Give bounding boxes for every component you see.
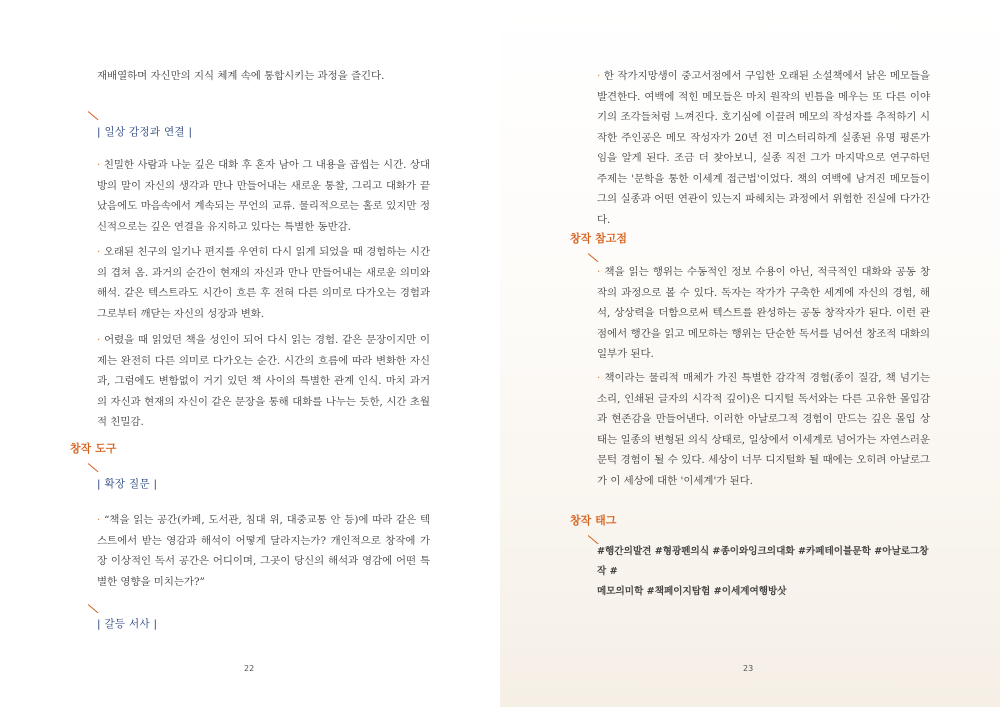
right-page — [500, 0, 1000, 707]
slash-marker-icon — [588, 531, 598, 541]
question-text: “책을 읽는 공간(카페, 도서관, 침대 위, 대중교통 안 등)에 따라 같은 텍스트에서 받는 영감과 해석이 어떻게 달라지는가? 개인적으로 창작에 가장 이상적인 독서 공간은 어디이며, 그곳이 당신의 해석과 영감에 어떤 특별한 영향을 미치는가?” — [97, 514, 430, 588]
bullet-icon: · — [597, 266, 601, 278]
question-item — [97, 510, 430, 592]
slash-marker-icon — [88, 600, 98, 610]
tag-line-1: #행간의발견 #형광펜의식 #종이와잉크의대화 #카페테이블문학 #아날로그창작 # — [597, 546, 929, 577]
slash-marker-icon — [88, 459, 98, 469]
bullet-icon: · — [97, 334, 101, 346]
daily-item-2 — [97, 242, 430, 324]
section-tools-title: 창작 도구 — [70, 442, 117, 455]
bullet-icon: · — [97, 514, 101, 526]
slash-marker-icon — [588, 249, 598, 259]
tag-line-2: 메모의미학 #책페이지탐험 #이세계여행방삿 — [597, 586, 787, 597]
conflict-item — [597, 66, 930, 230]
bullet-icon: · — [97, 246, 101, 258]
daily-item-text: 친밀한 사람과 나눈 깊은 대화 후 혼자 남아 그 내용을 곱씹는 시간. 상대방의 말이 자신의 생각과 만나 만들어내는 새로운 통찰, 그리고 대화가 끝났음에도 마음속에서 계속되는 무언의 교류. 물리적으로는 홀로 있지만 정신적으로는 깊은 연결을 유지하고 있다는 특별한 동반감. — [97, 159, 430, 233]
bullet-icon: · — [97, 159, 101, 171]
bullet-icon: · — [597, 372, 601, 384]
daily-item-1 — [97, 155, 430, 237]
subsection-conflict-heading: | 갈등 서사 | — [97, 618, 158, 630]
subsection-daily-heading: | 일상 감정과 연결 | — [97, 126, 193, 138]
daily-item-text: 오래된 친구의 일기나 편지를 우연히 다시 읽게 되었을 때 경험하는 시간의 겹쳐 옴. 과거의 순간이 현재의 자신과 만나 만들어내는 새로운 의미와 해석. 같은 텍스트라도 시간이 흐른 후 전혀 다른 의미로 다가오는 경험과 그로부터 깨닫는 자신의 성장과 변화. — [97, 246, 430, 320]
daily-item-3 — [97, 330, 430, 433]
section-tags-title: 창작 태그 — [570, 514, 617, 527]
slash-marker-icon — [88, 107, 98, 117]
page-number: 22 — [244, 664, 255, 673]
reference-text: 책이라는 물리적 매체가 가진 특별한 감각적 경험(종이 질감, 책 넘기는 소리, 인쇄된 글자의 시각적 깊이)은 디지털 독서와는 다른 고유한 몰입감과 현존감을 만들어낸다. 이러한 아날로그적 경험이 만드는 깊은 몰입 상태는 일종의 변형된 의식 상태로, 일상에서 이세계로 넘어가는 자연스러운 문턱 경험이 될 수 있다. 세상이 너무 디지털화 될 때에는 오히려 아날로그가 이 세상에 대한 '이세계'가 된다. — [597, 372, 930, 487]
section-reference-title: 창작 참고점 — [570, 232, 627, 245]
tag-list — [597, 542, 937, 602]
intro-line: 재배열하며 자신만의 지식 체계 속에 통합시키는 과정을 즐긴다. — [97, 70, 385, 82]
conflict-text: 한 작가지망생이 중고서점에서 구입한 오래된 소설책에서 낡은 메모들을 발견한다. 여백에 적힌 메모들은 마치 원작의 빈틈을 메우는 또 다른 이야기의 조각들처럼 느껴진다. 호기심에 이끌려 메모의 작성자를 추적하기 시작한 주인공은 메모 작성자가 20년 전 미스터리하게 실종된 유명 평론가임을 알게 된다. 조금 더 찾아보니, 실종 직전 그가 마지막으로 연구하던 주제는 '문학을 통한 이세계 접근법'이었다. 책의 여백에 남겨진 메모들이 그의 실종과 어떤 연관이 있는지 파헤치는 과정에서 위험한 진실에 다가간다. — [597, 70, 930, 226]
subsection-questions-heading: | 확장 질문 | — [97, 478, 158, 490]
bullet-icon: · — [597, 70, 601, 82]
reference-item-2 — [597, 368, 930, 491]
reference-item-1 — [597, 262, 930, 365]
daily-item-text: 어렸을 때 읽었던 책을 성인이 되어 다시 읽는 경험. 같은 문장이지만 이제는 완전히 다른 의미로 다가오는 순간. 시간의 흐름에 따라 변화한 자신과, 그럼에도 변함없이 거기 있던 책 사이의 특별한 관계 인식. 마치 과거의 자신과 현재의 자신이 같은 문장을 통해 대화를 나누는 듯한, 시간 초월적 친밀감. — [97, 334, 430, 428]
page-number: 23 — [743, 664, 754, 673]
reference-text: 책을 읽는 행위는 수동적인 정보 수용이 아닌, 적극적인 대화와 공동 창작의 과정으로 볼 수 있다. 독자는 작가가 구축한 세계에 자신의 경험, 해석, 상상력을 더함으로써 텍스트를 완성하는 공동 창작자가 된다. 이런 관점에서 행간을 읽고 메모하는 행위는 단순한 독서를 넘어선 창조적 대화의 일부가 된다. — [597, 266, 930, 360]
